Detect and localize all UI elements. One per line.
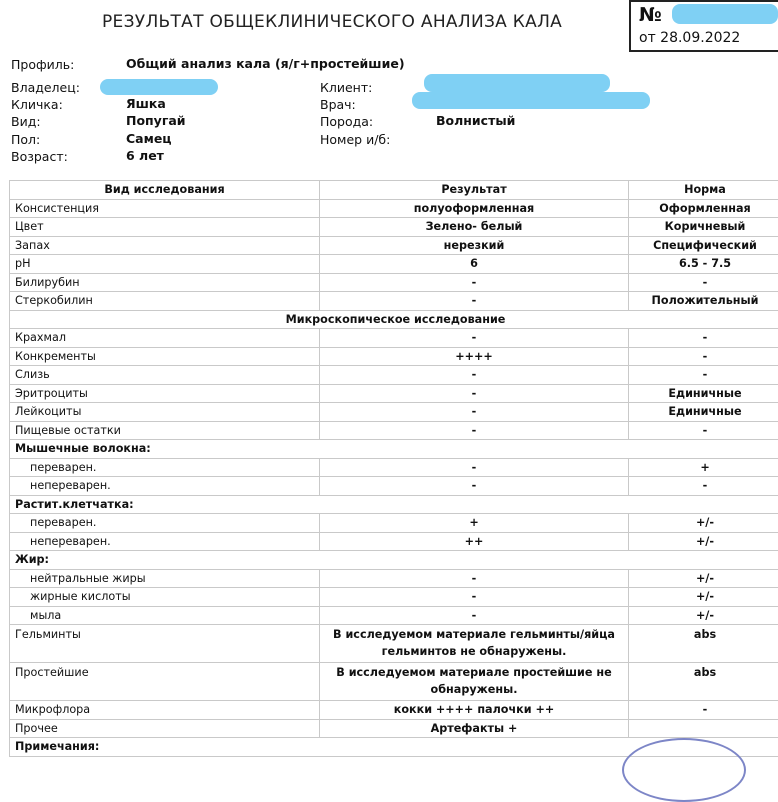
test-result: кокки ++++ палочки ++ bbox=[320, 701, 629, 720]
age-value: 6 лет bbox=[126, 148, 164, 163]
table-row bbox=[10, 421, 778, 440]
species-label: Вид: bbox=[11, 114, 41, 129]
test-norm: 6.5 - 7.5 bbox=[629, 255, 778, 274]
test-result: - bbox=[320, 329, 629, 348]
document-number: № bbox=[639, 4, 662, 26]
test-name: Гельминты bbox=[10, 625, 320, 663]
test-result: 6 bbox=[320, 255, 629, 274]
test-norm: - bbox=[629, 477, 778, 496]
table-row bbox=[10, 329, 778, 348]
section-row-microscopy bbox=[10, 310, 778, 329]
page-title: РЕЗУЛЬТАТ ОБЩЕКЛИНИЧЕСКОГО АНАЛИЗА КАЛА bbox=[102, 12, 562, 32]
test-norm: - bbox=[629, 347, 778, 366]
test-norm: abs bbox=[629, 625, 778, 663]
test-norm: - bbox=[629, 421, 778, 440]
test-norm: abs bbox=[629, 663, 778, 701]
test-result: - bbox=[320, 477, 629, 496]
test-name: Запах bbox=[10, 236, 320, 255]
table-row-other bbox=[10, 719, 778, 738]
profile-label: Профиль: bbox=[11, 57, 74, 72]
group-row-fat bbox=[10, 551, 778, 570]
section-title: Микроскопическое исследование bbox=[10, 310, 778, 329]
breed-value: Волнистый bbox=[436, 113, 515, 128]
test-norm: Оформленная bbox=[629, 199, 778, 218]
test-norm bbox=[629, 719, 778, 738]
result-line: обнаружены. bbox=[431, 683, 518, 696]
test-name: Слизь bbox=[10, 366, 320, 385]
test-result: - bbox=[320, 606, 629, 625]
test-name: жирные кислоты bbox=[10, 588, 320, 607]
group-title: Жир: bbox=[10, 551, 778, 570]
test-name: мыла bbox=[10, 606, 320, 625]
redaction-client bbox=[424, 74, 610, 92]
test-name: Микрофлора bbox=[10, 701, 320, 720]
test-norm: Положительный bbox=[629, 292, 778, 311]
test-result: - bbox=[320, 458, 629, 477]
name-label: Кличка: bbox=[11, 97, 63, 112]
header-test: Вид исследования bbox=[10, 181, 320, 200]
test-result bbox=[320, 625, 629, 663]
test-name: Конкременты bbox=[10, 347, 320, 366]
name-value: Яшка bbox=[126, 96, 166, 111]
test-name: Пищевые остатки bbox=[10, 421, 320, 440]
test-result: - bbox=[320, 569, 629, 588]
result-line: гельминтов не обнаружены. bbox=[382, 645, 567, 658]
header-norm: Норма bbox=[629, 181, 778, 200]
sex-label: Пол: bbox=[11, 132, 40, 147]
doctor-label: Врач: bbox=[320, 97, 356, 112]
test-name: Цвет bbox=[10, 218, 320, 237]
result-line: В исследуемом материале гельминты/яйца bbox=[333, 628, 615, 641]
table-row bbox=[10, 236, 778, 255]
test-result: - bbox=[320, 421, 629, 440]
test-name: Стеркобилин bbox=[10, 292, 320, 311]
result-line: В исследуемом материале простейшие не bbox=[336, 666, 611, 679]
notes-label: Примечания: bbox=[10, 738, 778, 757]
age-label: Возраст: bbox=[11, 149, 68, 164]
group-title: Мышечные волокна: bbox=[10, 440, 778, 459]
table-row bbox=[10, 514, 778, 533]
test-name: Простейшие bbox=[10, 663, 320, 701]
table-row bbox=[10, 218, 778, 237]
stamp-seal bbox=[622, 738, 746, 802]
sex-value: Самец bbox=[126, 131, 172, 146]
table-row bbox=[10, 606, 778, 625]
test-result: - bbox=[320, 366, 629, 385]
test-result: - bbox=[320, 273, 629, 292]
test-norm: Единичные bbox=[629, 403, 778, 422]
test-norm: - bbox=[629, 329, 778, 348]
test-name: pH bbox=[10, 255, 320, 274]
test-result: Зелено- белый bbox=[320, 218, 629, 237]
group-row-plant-fiber bbox=[10, 495, 778, 514]
test-name: Прочее bbox=[10, 719, 320, 738]
owner-label: Владелец: bbox=[11, 80, 80, 95]
species-value: Попугай bbox=[126, 113, 186, 128]
client-label: Клиент: bbox=[320, 80, 372, 95]
breed-label: Порода: bbox=[320, 114, 373, 129]
table-row bbox=[10, 403, 778, 422]
group-title: Растит.клетчатка: bbox=[10, 495, 778, 514]
test-name: непереварен. bbox=[10, 477, 320, 496]
profile-value: Общий анализ кала (я/г+простейшие) bbox=[126, 56, 405, 71]
table-row-helminths bbox=[10, 625, 778, 663]
test-norm: Специфический bbox=[629, 236, 778, 255]
table-row bbox=[10, 347, 778, 366]
test-name: Эритроциты bbox=[10, 384, 320, 403]
test-name: Лейкоциты bbox=[10, 403, 320, 422]
record-number-label: Номер и/б: bbox=[320, 132, 390, 147]
table-row bbox=[10, 199, 778, 218]
test-norm: - bbox=[629, 366, 778, 385]
header-result: Результат bbox=[320, 181, 629, 200]
test-norm: +/- bbox=[629, 606, 778, 625]
test-norm: +/- bbox=[629, 569, 778, 588]
table-row bbox=[10, 569, 778, 588]
table-row bbox=[10, 366, 778, 385]
test-result: нерезкий bbox=[320, 236, 629, 255]
test-norm: - bbox=[629, 701, 778, 720]
test-name: нейтральные жиры bbox=[10, 569, 320, 588]
test-result: ++ bbox=[320, 532, 629, 551]
test-result: Артефакты + bbox=[320, 719, 629, 738]
table-row-microflora bbox=[10, 701, 778, 720]
test-result: - bbox=[320, 403, 629, 422]
test-norm: + bbox=[629, 458, 778, 477]
test-norm: +/- bbox=[629, 514, 778, 533]
table-row bbox=[10, 292, 778, 311]
group-row-muscle-fibers bbox=[10, 440, 778, 459]
test-result: - bbox=[320, 292, 629, 311]
redaction-doctor bbox=[412, 92, 650, 109]
table-row bbox=[10, 588, 778, 607]
table-row-protozoa bbox=[10, 663, 778, 701]
table-row bbox=[10, 384, 778, 403]
test-result: - bbox=[320, 588, 629, 607]
test-result: - bbox=[320, 384, 629, 403]
table-row bbox=[10, 255, 778, 274]
table-row bbox=[10, 273, 778, 292]
test-result bbox=[320, 663, 629, 701]
table-row bbox=[10, 458, 778, 477]
test-name: переварен. bbox=[10, 458, 320, 477]
test-name: Консистенция bbox=[10, 199, 320, 218]
redaction-doc-number bbox=[672, 4, 778, 24]
table-row bbox=[10, 532, 778, 551]
test-result: ++++ bbox=[320, 347, 629, 366]
test-result: + bbox=[320, 514, 629, 533]
test-norm: +/- bbox=[629, 588, 778, 607]
test-norm: Единичные bbox=[629, 384, 778, 403]
table-header-row bbox=[10, 181, 778, 200]
test-name: непереварен. bbox=[10, 532, 320, 551]
redaction-owner bbox=[100, 79, 218, 95]
table-row bbox=[10, 477, 778, 496]
test-norm: Коричневый bbox=[629, 218, 778, 237]
test-norm: +/- bbox=[629, 532, 778, 551]
test-result: полуоформленная bbox=[320, 199, 629, 218]
results-table bbox=[9, 180, 778, 757]
document-date: от 28.09.2022 bbox=[639, 30, 740, 46]
test-name: Крахмал bbox=[10, 329, 320, 348]
test-norm: - bbox=[629, 273, 778, 292]
test-name: Билирубин bbox=[10, 273, 320, 292]
test-name: переварен. bbox=[10, 514, 320, 533]
